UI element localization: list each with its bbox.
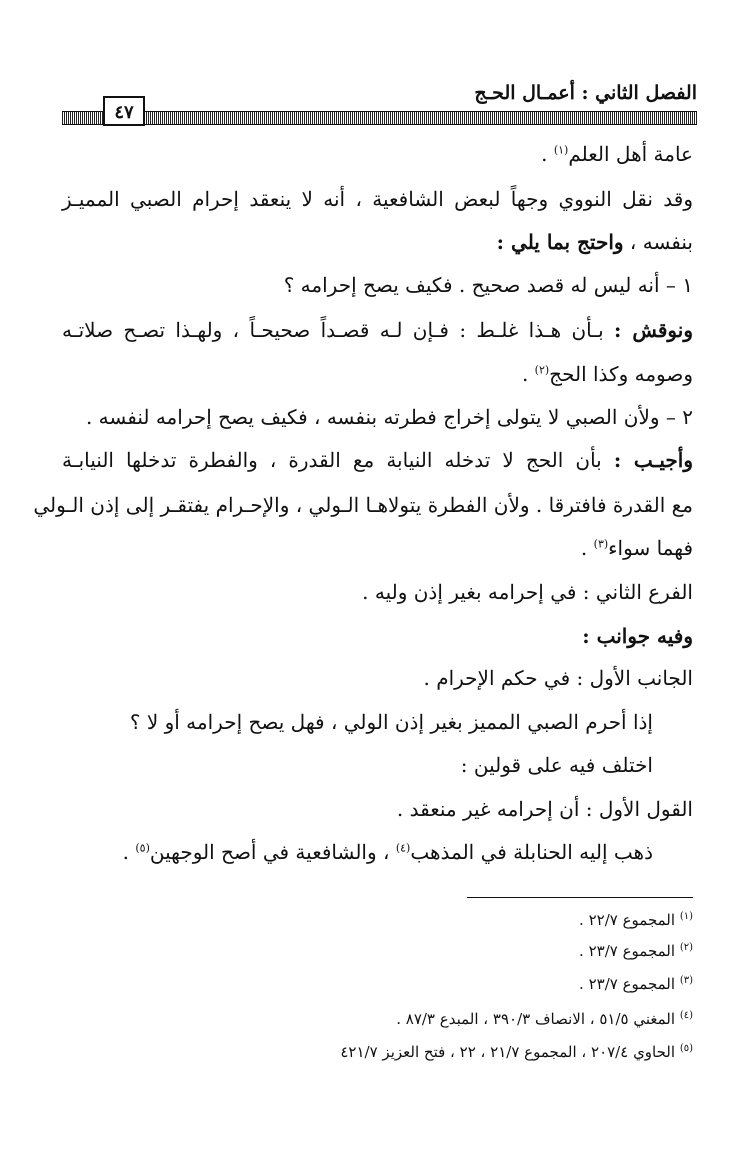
body-line-5: ونوقش : بـأن هـذا غلـط : فـإن لـه قصـداً صحيحـاً ، ولهـذا تصـح صلاتـه [62,318,693,342]
footnote-ref-1[interactable]: (١) [553,143,569,157]
body-line-3: بنفسه ، واحتج بما يلي : [496,230,693,254]
body-line-10: فهما سواء$^{(٣)}$ . [580,536,693,560]
body-line-4: ١ – أنه ليس له قصد صحيح . فكيف يصح إحرامه ؟ [283,273,693,297]
body-line-8: وأجيـب : بأن الحج لا تدخله النيابة مع القدرة ، والفطرة تدخلها النيابـة [62,448,693,472]
chapter-header-title: الفصل الثاني : أعمـال الحـج [474,82,697,104]
footnote-3: $^{(٣)}$ المجموع ٢٣/٧ . [579,975,693,993]
objection-label: ونوقش : [614,318,693,342]
footnote-divider [467,897,693,898]
body-line-1: عامة أهل العلم$^{(١)}$ . [541,142,693,166]
footnote-5: $^{(٥)}$ الحاوي ٢٠٧/٤ ، المجموع ٢١/٧ ، ٢٢ ، فتح العزيز ٤٢١/٧ [340,1043,693,1061]
body-line-16: القول الأول : أن إحرامه غير منعقد . [396,797,693,821]
footnote-2: $^{(٢)}$ المجموع ٢٣/٧ . [579,942,693,960]
footnote-ref-3[interactable]: (٣) [593,537,609,551]
footnote-ref-4[interactable]: (٤) [395,841,411,855]
body-line-7: ٢ – ولأن الصبي لا يتولى إخراج فطرته بنفسه ، فكيف يصح إحرامه لنفسه . [85,405,693,429]
body-line-17: ذهب إليه الحنابلة في المذهب$^{(٤)}$ ، والشافعية في أصح الوجهين$^{(٥)}$ . [122,840,653,864]
body-line-9: مع القدرة فافترقا . ولأن الفطرة يتولاهـا الـولي ، والإحـرام يفتقـر إلى إذن الـولي [33,493,693,517]
body-line-14: إذا أحرم الصبي المميز بغير إذن الولي ، فهل يصح إحرامه أو لا ؟ [129,710,653,734]
page-number: ٤٧ [103,96,145,126]
footnote-1: $^{(١)}$ المجموع ٢٢/٧ . [579,911,693,929]
argument-heading: واحتج بما يلي : [496,230,624,254]
body-line-11: الفرع الثاني : في إحرامه بغير إذن وليه . [362,580,693,604]
footnote-ref-5[interactable]: (٥) [135,841,150,855]
header-rule [62,111,697,125]
footnote-4: $^{(٤)}$ المغني ٥١/٥ ، الانصاف ٣٩٠/٣ ، المبدع ٨٧/٣ . [396,1010,693,1028]
footnote-ref-2[interactable]: (٢) [534,363,550,377]
body-line-15: اختلف فيه على قولين : [460,753,653,777]
body-line-2: وقد نقل النووي وجهاً لبعض الشافعية ، أنه لا ينعقد إحرام الصبي المميـز [62,187,693,211]
answer-label: وأجيـب : [613,448,693,472]
section-heading: وفيه جوانب : [582,624,693,648]
body-line-13: الجانب الأول : في حكم الإحرام . [423,666,693,690]
body-line-6: وصومه وكذا الحج$^{(٢)}$ . [521,362,693,386]
